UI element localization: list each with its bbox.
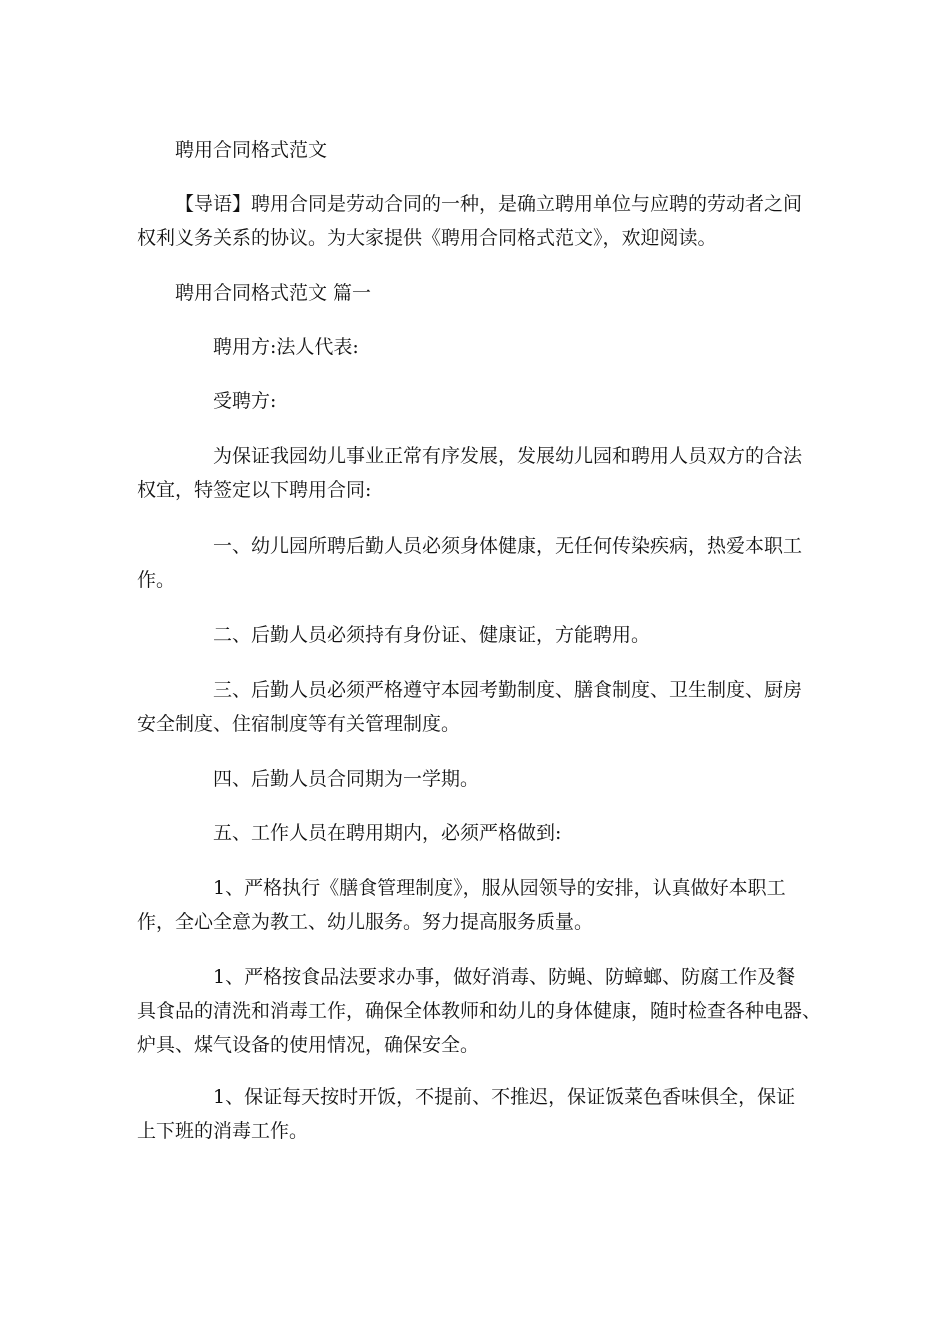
item-1-line-2: 作，全心全意为教工、幼儿服务。努力提高服务质量。	[137, 911, 594, 933]
item-2-line-3: 炉具、煤气设备的使用情况，确保安全。	[137, 1034, 480, 1056]
clause-4	[213, 762, 893, 796]
clause-4-text: 四、后勤人员合同期为一学期。	[213, 768, 480, 790]
title-text: 聘用合同格式范文	[175, 139, 328, 161]
item-2-line-2: 具食品的清洗和消毒工作，确保全体教师和幼儿的身体健康，随时检查各种电器、	[137, 1000, 822, 1022]
item-3	[137, 1080, 817, 1148]
clause-3-line-1: 三、后勤人员必须严格遵守本园考勤制度、膳食制度、卫生制度、厨房	[213, 679, 803, 701]
item-2	[137, 960, 822, 1062]
intro-line-1	[137, 187, 817, 221]
item-3-line-2: 上下班的消毒工作。	[137, 1120, 309, 1142]
item-1	[137, 871, 817, 939]
clause-2-text: 二、后勤人员必须持有身份证、健康证，方能聘用。	[213, 624, 651, 646]
employee-text: 受聘方:	[213, 390, 277, 412]
clause-5-text: 五、工作人员在聘用期内，必须严格做到:	[213, 822, 562, 844]
employee-line	[213, 384, 893, 418]
clause-3	[137, 673, 817, 741]
clause-1-line-2: 作。	[137, 569, 176, 591]
purpose-paragraph	[137, 439, 817, 507]
purpose-line-2: 权宜，特签定以下聘用合同:	[137, 479, 372, 501]
employer-line	[213, 330, 893, 364]
intro-line-2: 权利义务关系的协议。为大家提供《聘用合同格式范文》，欢迎阅读。	[137, 227, 717, 249]
item-3-line-1: 1、保证每天按时开饭，不提前、不推迟，保证饭菜色香味俱全，保证	[213, 1086, 796, 1108]
employer-text: 聘用方:法人代表:	[213, 336, 359, 358]
purpose-line-1: 为保证我园幼儿事业正常有序发展，发展幼儿园和聘用人员双方的合法	[213, 445, 803, 467]
clause-5	[213, 816, 893, 850]
item-2-line-1: 1、严格按食品法要求办事，做好消毒、防蝇、防蟑螂、防腐工作及餐	[213, 966, 796, 988]
clause-3-line-2: 安全制度、住宿制度等有关管理制度。	[137, 713, 461, 735]
intro-paragraph	[137, 187, 817, 255]
intro-tag: 【导语】	[175, 193, 252, 215]
clause-1-line-1: 一、幼儿园所聘后勤人员必须身体健康，无任何传染疾病，热爱本职工	[213, 535, 803, 557]
section-heading-text: 聘用合同格式范文 篇一	[175, 282, 372, 304]
item-1-line-1: 1、严格执行《膳食管理制度》，服从园领导的安排，认真做好本职工	[213, 877, 786, 899]
document-title	[175, 133, 855, 167]
section-heading	[175, 276, 855, 310]
clause-1	[137, 529, 817, 597]
intro-line-1-text: 聘用合同是劳动合同的一种，是确立聘用单位与应聘的劳动者之间	[251, 193, 803, 215]
clause-2	[213, 618, 893, 652]
